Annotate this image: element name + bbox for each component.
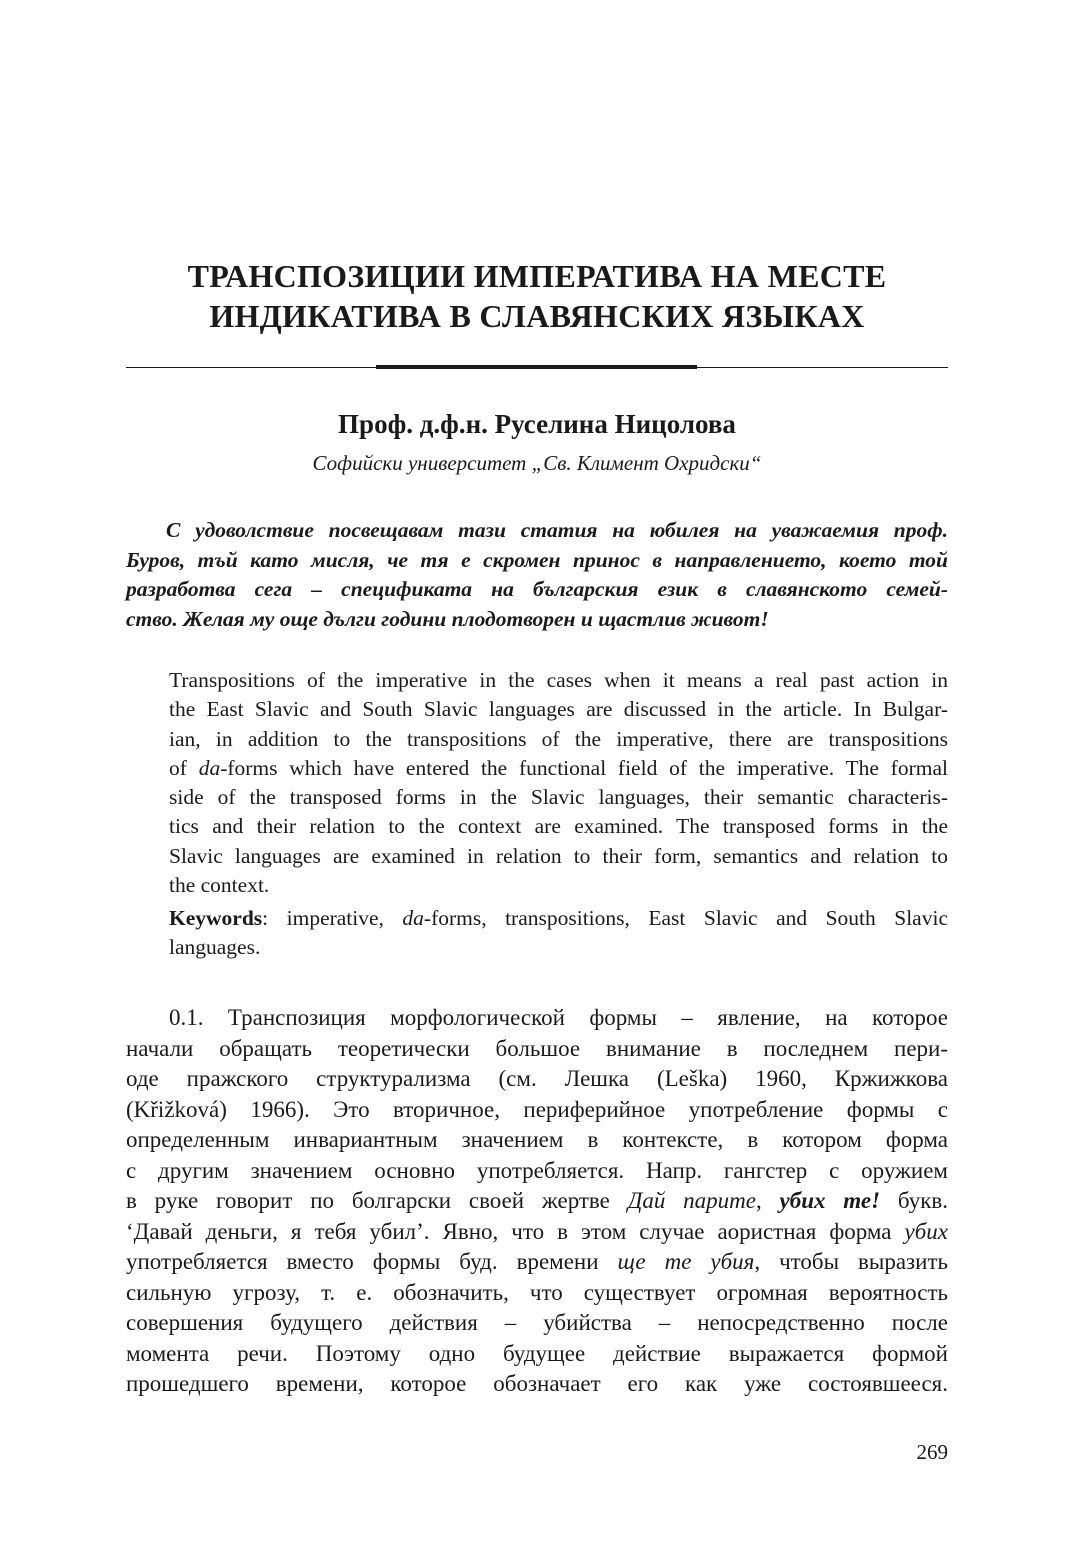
body-line: момента речи. Поэтому одно будущее действие выражается формой — [126, 1340, 948, 1366]
keywords-paragraph — [169, 904, 948, 963]
example-word: убих — [904, 1218, 948, 1244]
abstract-line — [169, 754, 948, 783]
dedication-line: С удоволствие посвещавам тази статия на юбилея на уважаемия проф. — [166, 518, 948, 542]
body-line: начали обращать теоретически большое внимание в последнем пери- — [126, 1035, 948, 1061]
example-emphasis: убих те! — [779, 1188, 881, 1213]
keywords-da-term: da — [402, 906, 424, 930]
body-text: букв. — [880, 1188, 948, 1213]
body-line — [126, 1247, 948, 1278]
body-text: в руке говорит по болгарски своей жертве — [126, 1188, 628, 1213]
body-line: совершения будущего действия – убийства – непосредственно после — [126, 1310, 948, 1335]
keywords-colon: : imperative, — [262, 906, 403, 930]
title-rule-thick — [376, 365, 697, 369]
body-line: сильную угрозу, т. е. обозначить, что существует огромная вероятность — [126, 1279, 948, 1305]
body-line: прошедшего времени, которое обозначает его как уже состоявшееся. — [126, 1371, 948, 1396]
keywords-line — [169, 904, 948, 933]
author-name: Проф. д.ф.н. Руселина Ницолова — [338, 409, 736, 439]
abstract-of: of — [169, 755, 199, 780]
abstract-paragraph — [169, 666, 948, 900]
dedication-line: разработва сега – спецификата на българския език в славянското семей- — [126, 577, 948, 601]
title-line-1: ТРАНСПОЗИЦИИ ИМПЕРАТИВА НА МЕСТЕ — [187, 258, 887, 294]
body-text: , — [755, 1188, 780, 1213]
abstract-line: the context. — [169, 873, 270, 898]
abstract-line: ian, in addition to the transpositions of the imperative, there are transpositions — [169, 726, 948, 751]
abstract-line: the East Slavic and South Slavic languages are discussed in the article. In Bulgar- — [169, 697, 948, 722]
author-affiliation: Софийски университет „Св. Климент Охридски“ — [312, 451, 762, 475]
example-phrase: Дай парите — [627, 1188, 756, 1213]
page-number: 269 — [916, 1440, 948, 1464]
body-text: , чтобы выразить — [754, 1249, 948, 1274]
body-text: употребляется вместо формы буд. времени — [126, 1249, 618, 1274]
body-line: 0.1. Транспозиция морфологической формы – явление, на которое — [169, 1005, 948, 1030]
abstract-line: side of the transposed forms in the Slavic languages, their semantic characteris- — [169, 785, 948, 810]
keywords-rest: -forms, transpositions, East Slavic and South Slavic — [423, 906, 948, 930]
abstract-line: tics and their relation to the context are examined. The transposed forms in the — [169, 814, 948, 839]
article-title — [126, 256, 948, 336]
example-phrase: ще те убия — [617, 1249, 755, 1274]
abstract-line-rest: -forms which have entered the functional field of the imperative. The formal — [220, 755, 948, 780]
body-line: оде пражского структурализма (см. Лешка (Leška) 1960, Кржижкова — [126, 1066, 948, 1091]
keywords-label: Keywords — [169, 906, 263, 930]
dedication-line: Буров, тъй като мисля, че тя е скромен принос в направлението, което той — [126, 547, 948, 572]
body-paragraph — [126, 1003, 948, 1400]
dedication-paragraph — [126, 516, 948, 634]
body-line: (Křižková) 1966). Это вторичное, периферийное употребление формы с — [126, 1096, 948, 1122]
keywords-line: languages. — [169, 935, 261, 960]
body-text: ‘Давай деньги, я тебя убил’. Явно, что в этом случае аористная форма — [126, 1218, 905, 1244]
dedication-line: ство. Желая му още дълги години плодотворен и щастлив живот! — [126, 606, 769, 631]
abstract-line: Slavic languages are examined in relation to their form, semantics and relation to — [169, 843, 948, 868]
body-line — [126, 1217, 948, 1248]
body-line — [126, 1186, 948, 1217]
body-line: определенным инвариантным значением в контексте, в котором форма — [126, 1127, 948, 1152]
body-line: с другим значением основно употребляется. Напр. гангстер с оружием — [126, 1157, 948, 1183]
abstract-da-term: da — [198, 755, 221, 780]
title-line-2: ИНДИКАТИВА В СЛАВЯНСКИХ ЯЗЫКАХ — [209, 298, 865, 334]
abstract-line: Transpositions of the imperative in the cases when it means a real past action in — [169, 668, 948, 692]
